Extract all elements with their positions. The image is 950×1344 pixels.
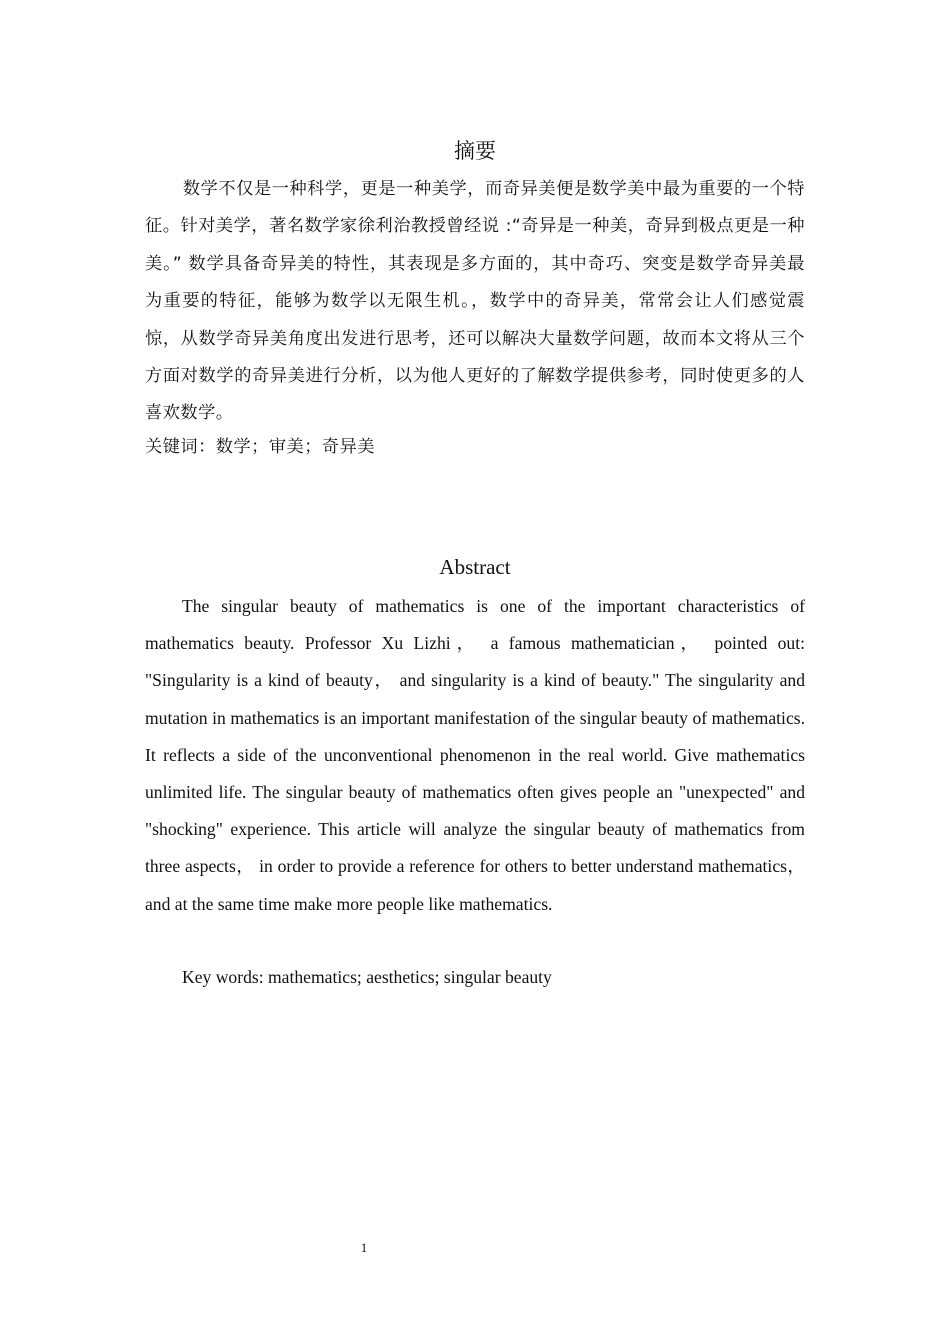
chinese-keywords: 关键词：数学；审美；奇异美	[145, 437, 375, 457]
chinese-abstract-title: 摘要	[454, 139, 496, 163]
chinese-abstract-body: 数学不仅是一种科学，更是一种美学，而奇异美便是数学美中最为重要的一个特征。针对美学，著名数学家徐利治教授曾经说 :“奇异是一种美，奇异到极点更是一种美。” 数学具备奇异美的特性，其表现是多方面的，其中奇巧、突变是数学奇异美最为重要的特征，能够为数学以无限生机。，数学中的奇异美，常常会让人们感觉震惊，从数学奇异美角度出发进行思考，还可以解决大量数学问题，故而本文将从三个方面对数学的奇异美进行分析，以为他人更好的了解数学提供参考，同时使更多的人喜欢数学。	[145, 179, 805, 424]
page-number: 1	[360, 1240, 368, 1255]
english-abstract-title: Abstract	[439, 555, 511, 579]
english-abstract-body: The singular beauty of mathematics is one of the important characteristics of mathematics beauty. Professor Xu Lizhi， a famous mathematician， pointed out: "Singularity is a kind of beauty， and singularity is a kind of beauty." The singularity and mutation in mathematics is an important manifestation of the singular beauty of mathematics. It reflects a side of the unconventional phenomenon in the real world. Give mathematics unlimited life. The singular beauty of mathematics often gives people an "unexpected" and "shocking" experience. This article will analyze the singular beauty of mathematics from three aspects， in order to provide a reference for others to better understand mathematics，and at the same time make more people like mathematics.	[145, 596, 805, 914]
english-keywords: Key words: mathematics; aesthetics; singular beauty	[182, 967, 552, 987]
